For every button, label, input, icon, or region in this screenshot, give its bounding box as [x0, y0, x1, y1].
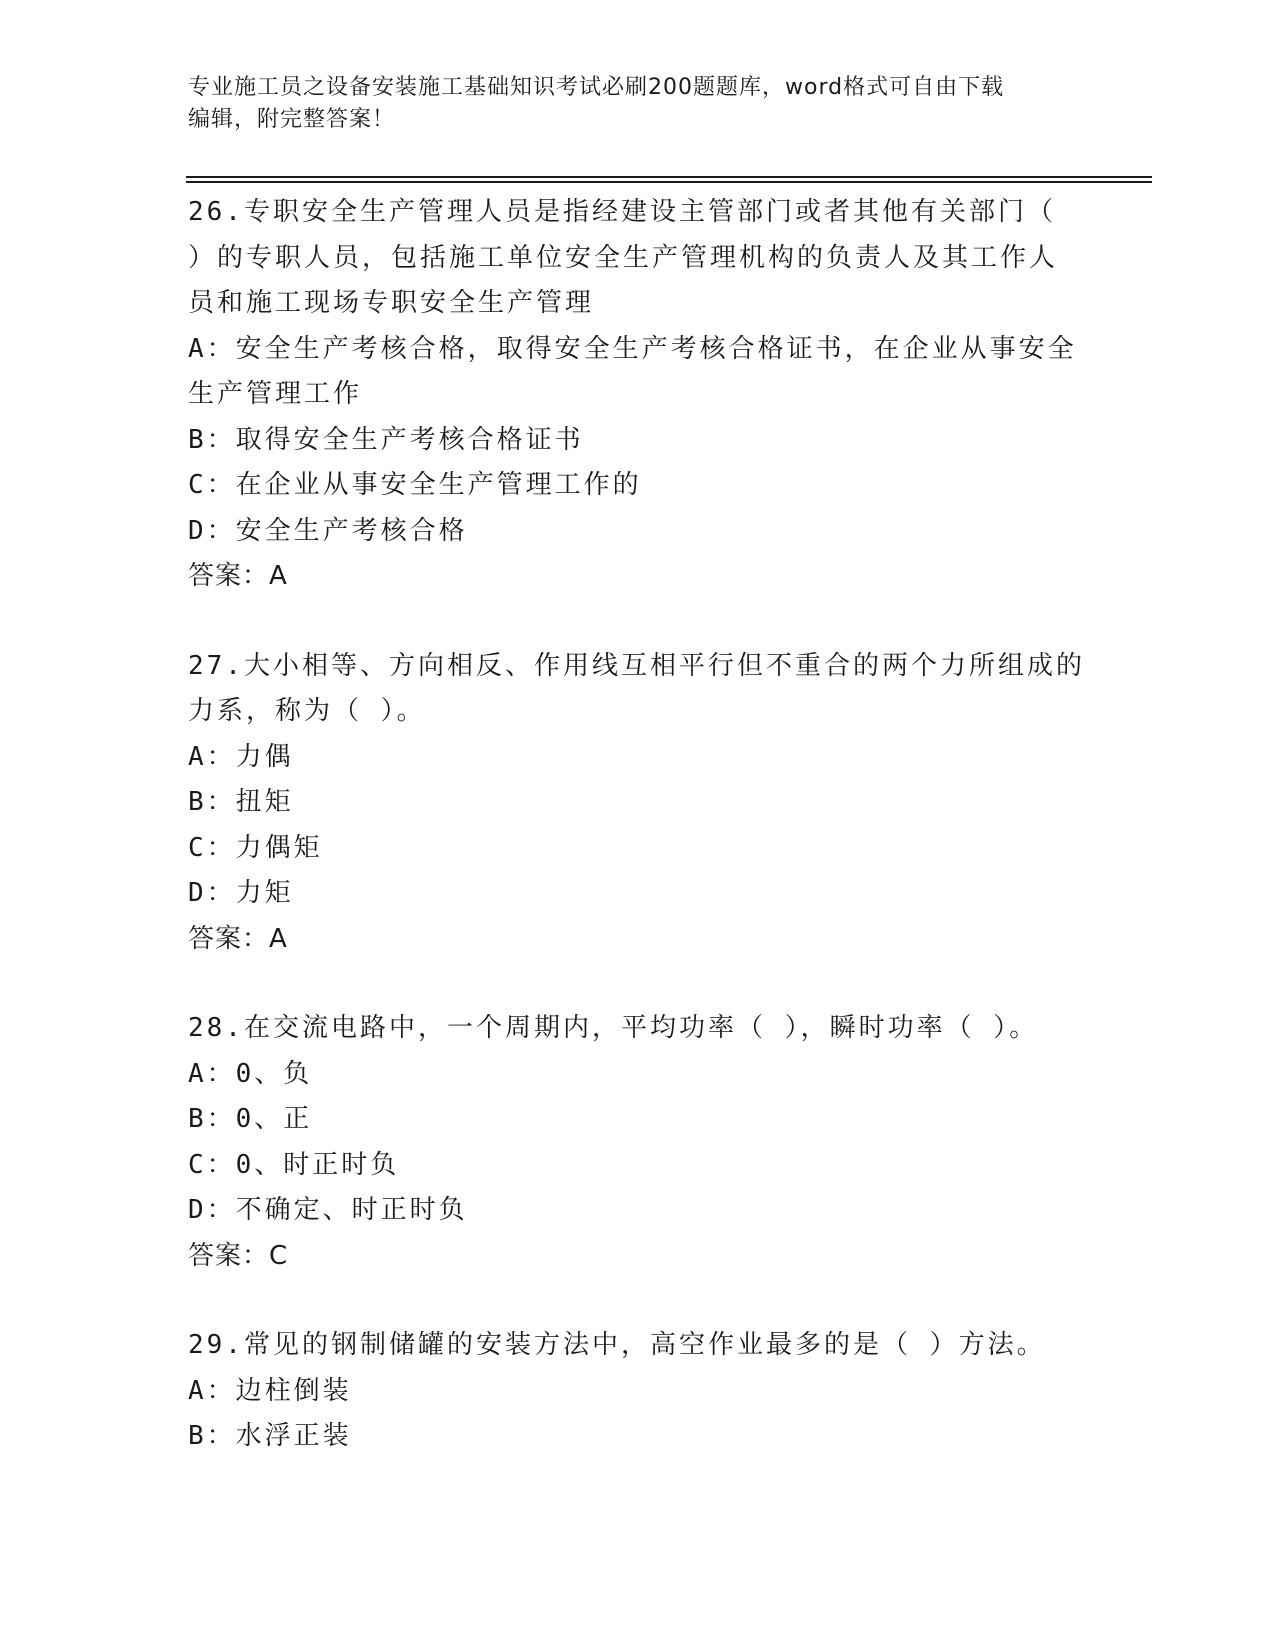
question-block	[188, 644, 1088, 963]
question-block	[188, 1323, 1088, 1460]
option-line: B：0、正	[188, 1104, 313, 1134]
answer-line	[188, 1234, 1088, 1280]
option-line: C：力偶矩	[188, 832, 323, 863]
question-stem-line: 员和施工现场专职安全生产管理	[188, 288, 595, 318]
option-line: A：安全生产考核合格，取得安全生产考核合格证书，在企业从事安全	[188, 333, 1077, 364]
option-line: A：边柱倒装	[188, 1375, 352, 1406]
option-line: A：力偶	[188, 741, 294, 772]
question-block	[188, 190, 1088, 600]
option-line: 生产管理工作	[188, 379, 363, 409]
header-line-2: 编辑，附完整答案！	[188, 107, 396, 132]
answer-label: 答案：	[188, 1240, 270, 1271]
option-line: B：取得安全生产考核合格证书	[188, 424, 584, 455]
question-stem-line: 27.大小相等、方向相反、作用线互相平行但不重合的两个力所组成的	[188, 650, 1085, 681]
question-stem-line: 26.专职安全生产管理人员是指经建设主管部门或者其他有关部门（	[188, 197, 1056, 227]
option-line: B：扭矩	[188, 787, 294, 817]
answer-value: A	[269, 561, 288, 591]
question-stem-line: 28.在交流电路中，一个周期内，平均功率（ ），瞬时功率（ ）。	[188, 1013, 1039, 1043]
option-line: D：安全生产考核合格	[188, 515, 468, 546]
question-list	[188, 190, 1088, 1504]
header-divider-bottom	[186, 181, 1152, 183]
answer-line	[188, 554, 1088, 600]
header-divider-top	[186, 176, 1152, 178]
document-header	[188, 72, 1068, 136]
question-stem-line: 力系，称为（ ）。	[188, 696, 426, 726]
answer-value: A	[269, 923, 288, 954]
question-stem-line: ）的专职人员，包括施工单位安全生产管理机构的负责人及其工作人	[188, 242, 1059, 273]
option-line: D：不确定、时正时负	[188, 1195, 468, 1225]
option-line: B：水浮正装	[188, 1421, 352, 1451]
question-stem-line: 29.常见的钢制储罐的安装方法中，高空作业最多的是（ ）方法。	[188, 1330, 1046, 1360]
question-block	[188, 1006, 1088, 1279]
answer-value: C	[269, 1240, 289, 1271]
option-line: A：0、负	[188, 1058, 313, 1089]
answer-label: 答案：	[188, 923, 270, 954]
answer-line	[188, 917, 1088, 963]
option-line: C：0、时正时负	[188, 1149, 400, 1180]
option-line: C：在企业从事安全生产管理工作的	[188, 470, 642, 500]
header-line-1: 专业施工员之设备安装施工基础知识考试必刷200题题库，word格式可自由下载	[188, 75, 1005, 100]
answer-label: 答案：	[188, 561, 270, 591]
option-line: D：力矩	[188, 878, 294, 908]
